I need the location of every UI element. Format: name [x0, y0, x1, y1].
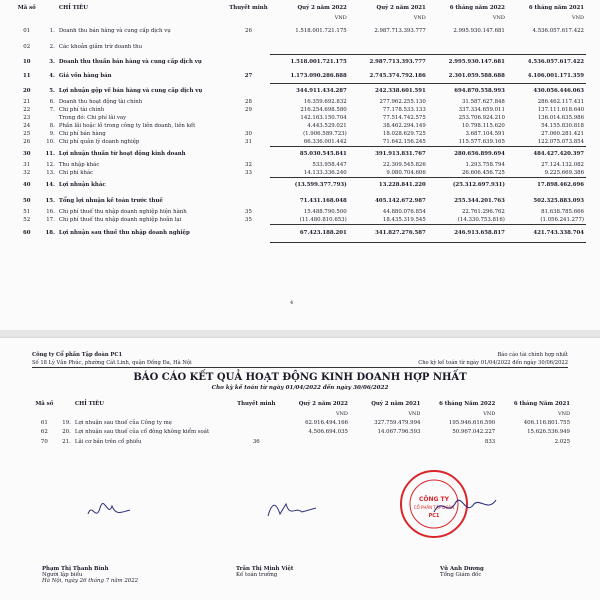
row-label: Giá vốn hàng bán — [58, 73, 112, 79]
row-index: 1. — [49, 28, 55, 34]
row-code: 22 — [23, 107, 31, 113]
row-index: 14. — [45, 182, 55, 188]
row-note — [235, 418, 277, 427]
preparer-signature — [84, 500, 134, 522]
row-label: Chi phí thuế thu nhập doanh nghiệp hiện hành — [58, 209, 187, 215]
value-q2-2022: 16.359.692.832 — [303, 99, 347, 105]
value-h1-2022: 26.606.456.725 — [428, 169, 507, 177]
value-q2-2022: 66.336.001.442 — [270, 138, 349, 146]
value-h1-2021: 4.536.057.617.422 — [527, 58, 584, 65]
row-code: 10 — [22, 58, 31, 65]
row-note — [235, 427, 277, 436]
row-index: 12. — [46, 162, 55, 168]
preparer-block: Phạm Thị Thanh Bình Người lập biểu Hà Nội, ngày 26 tháng 7 năm 2022 — [42, 566, 139, 584]
row-index: 17. — [46, 217, 55, 223]
row-code: 50 — [22, 197, 31, 204]
row-code: 70 — [40, 438, 48, 445]
income-statement-continued — [32, 398, 572, 447]
header-note: Thuyết minh — [229, 5, 268, 11]
value-h1-2022: 2.995.930.147.681 — [453, 28, 505, 34]
row-note: 30 — [245, 131, 252, 137]
header-code: Mã số — [17, 5, 36, 11]
value-q2-2021: 18.028.629.725 — [382, 131, 426, 137]
row-code: 21 — [23, 99, 31, 105]
report-subtitle: Cho kỳ kế toán từ ngày 01/04/2022 đến ngày 30/06/2022 — [211, 385, 389, 391]
value-h1-2021: 137.111.618.640 — [537, 107, 584, 113]
row-note: 27 — [244, 73, 253, 79]
value-h1-2022: 253.706.924.210 — [458, 115, 505, 121]
value-q2-2022: 14.133.336.240 — [270, 169, 349, 177]
value-h1-2021: 17.898.462.696 — [537, 182, 584, 189]
director-signature — [430, 492, 500, 522]
row-note — [227, 54, 269, 69]
row-label: Các khoản giảm trừ doanh thu — [58, 44, 143, 50]
row-code: 25 — [23, 131, 31, 137]
table-row — [32, 436, 572, 447]
value-h1-2021: 4.536.057.617.422 — [532, 28, 584, 34]
company-address: Số 18 Lý Văn Phúc, phường Cát Linh, quận Đống Đa, Hà Nội — [32, 360, 192, 366]
report-title: BÁO CÁO KẾT QUẢ HOẠT ĐỘNG KINH DOANH HỢP NHẤT — [133, 372, 467, 383]
row-label: Lợi nhuận sau thuế của cổ đông không kiểm soát — [74, 428, 210, 435]
value-q2-2022: 4.443.529.021 — [307, 123, 347, 129]
value-q2-2021 — [350, 436, 423, 447]
row-code: 01 — [23, 28, 31, 34]
value-q2-2022: 15.488.790.500 — [303, 209, 347, 215]
row-label: Doanh thu thuần bán hàng và cung cấp dịch vụ — [58, 58, 202, 65]
row-label: Lợi nhuận thuần từ hoạt động kinh doanh — [58, 150, 186, 157]
row-note — [227, 146, 269, 161]
value-h1-2021: 81.638.785.666 — [541, 209, 584, 215]
value-h1-2022: 10.798.115.620 — [462, 123, 505, 129]
table-row — [14, 193, 586, 208]
value-h1-2022: 22.761.296.762 — [462, 209, 505, 215]
row-note — [227, 114, 269, 122]
value-h1-2021: 2.025 — [554, 438, 570, 445]
row-index: 5. — [49, 87, 55, 94]
row-note: 35 — [245, 217, 252, 223]
value-q2-2021: 327.759.479.994 — [374, 419, 421, 426]
value-q2-2022: (11.480.810.653) — [270, 216, 349, 224]
row-code: 30 — [22, 150, 31, 157]
row-index — [39, 114, 56, 122]
row-code: 11 — [22, 73, 31, 79]
page-gap — [0, 330, 600, 338]
value-q2-2022: 4.506.694.035 — [308, 428, 348, 435]
value-q2-2021: 77.514.742.575 — [382, 115, 426, 121]
value-h1-2022 — [428, 40, 507, 54]
row-code: 40 — [22, 182, 31, 188]
row-index: 9. — [49, 131, 55, 137]
header-item: CHỈ TIÊU — [58, 5, 88, 11]
table-row — [14, 208, 586, 216]
table-row — [14, 83, 586, 98]
row-label: Phần lãi hoặc lỗ trong công ty liên doanh, liên kết — [58, 123, 196, 129]
row-code: 32 — [23, 170, 31, 176]
value-h1-2022: 195.946.616.590 — [448, 419, 496, 426]
value-q2-2022: (1.906.589.723) — [303, 131, 347, 137]
row-label: Chi phí thuế thu nhập doanh nghiệp hoãn lại — [58, 217, 182, 223]
table-row — [14, 69, 586, 83]
row-code: 52 — [23, 217, 31, 223]
row-code: 20 — [22, 87, 31, 94]
row-note: 28 — [245, 99, 252, 105]
value-q2-2022: 1.173.090.286.888 — [270, 69, 349, 83]
value-h1-2021: 4.106.001.171.359 — [507, 69, 586, 83]
row-note: 32 — [245, 162, 252, 168]
table-row — [14, 146, 586, 161]
row-label: Lợi nhuận sau thuế của Công ty mẹ — [74, 419, 172, 426]
value-q2-2021: 13.228.841.220 — [378, 182, 426, 189]
row-note: 26 — [245, 28, 252, 34]
svg-text:PC1: PC1 — [428, 513, 440, 519]
value-h1-2021: 502.325.883.093 — [533, 197, 584, 204]
row-label: Thu nhập khác — [58, 162, 100, 168]
row-note — [227, 40, 269, 54]
income-statement-table — [14, 2, 586, 243]
row-note — [227, 193, 269, 208]
value-h1-2021: 54.155.830.818 — [541, 123, 584, 129]
row-index: 8. — [49, 123, 55, 129]
value-h1-2022: 3.687.104.591 — [465, 131, 505, 137]
value-h1-2021: 484.427.420.397 — [533, 150, 584, 157]
table-row — [14, 22, 586, 40]
value-q2-2021: 2.987.713.393.777 — [374, 28, 426, 34]
row-label: Lãi cơ bản trên cổ phiếu — [74, 438, 142, 445]
value-h1-2022: 50.967.042.227 — [452, 428, 496, 435]
value-q2-2022: 62.916.494.166 — [305, 419, 348, 426]
value-h1-2021: 286.462.117.431 — [537, 99, 584, 105]
row-index: 11. — [45, 150, 55, 157]
row-label: Chi phí tài chính — [58, 107, 105, 113]
value-q2-2021: 341.827.276.587 — [349, 224, 428, 242]
value-q2-2021: 242.338.601.591 — [375, 87, 426, 94]
row-index: 21. — [62, 438, 71, 445]
value-h1-2022: 255.344.201.763 — [454, 197, 505, 204]
row-note — [227, 83, 269, 98]
row-note: 36 — [252, 438, 260, 445]
value-q2-2021 — [349, 40, 428, 54]
company-name: Công ty Cổ phần Tập đoàn PC1 — [32, 352, 123, 358]
row-label: Trong đó: Chi phí lãi vay — [58, 115, 127, 121]
row-code: 61 — [40, 419, 48, 426]
value-h1-2022: 2.995.930.147.681 — [448, 58, 505, 65]
value-q2-2021: 405.142.672.987 — [375, 197, 426, 204]
value-q2-2022: 533.958.447 — [312, 162, 347, 168]
row-label: Doanh thu hoạt động tài chính — [58, 99, 143, 105]
value-q2-2022 — [277, 436, 350, 447]
row-index: 10. — [46, 139, 55, 145]
table-row — [14, 130, 586, 138]
table-row — [14, 98, 586, 106]
value-q2-2021: 14.067.796.593 — [377, 428, 421, 435]
unit-row: VND VND VND VND — [335, 411, 570, 417]
value-h1-2022: 833 — [484, 438, 496, 445]
row-note: 35 — [245, 209, 252, 215]
row-index: 6. — [49, 99, 55, 105]
table-row — [14, 106, 586, 114]
row-index: 7. — [49, 107, 55, 113]
value-h1-2021: 136.014.635.986 — [537, 115, 584, 121]
value-q2-2021: 44.880.076.854 — [382, 209, 426, 215]
row-index: 18. — [45, 230, 55, 236]
value-q2-2021: 22.309.545.826 — [382, 162, 426, 168]
svg-text:CÔNG TY: CÔNG TY — [419, 496, 449, 503]
row-code: 02 — [23, 44, 31, 50]
row-label: Chi phí bán hàng — [58, 131, 106, 137]
row-label: Chi phí khác — [58, 170, 94, 176]
row-index: 3. — [49, 58, 55, 65]
table-row — [14, 114, 586, 122]
table-row — [14, 161, 586, 169]
value-q2-2022: 85.030.545.841 — [299, 150, 347, 157]
unit-row: VND VND VND VND — [334, 15, 584, 21]
row-code: 24 — [23, 123, 31, 129]
header-q2-2021: Quý 2 năm 2021 — [376, 5, 426, 11]
value-q2-2022: 344.911.434.287 — [296, 87, 347, 94]
row-label: Lợi nhuận gộp về bán hàng và cung cấp dịch vụ — [58, 87, 203, 94]
value-h1-2022: (25.312.697.931) — [452, 182, 505, 189]
value-h1-2021: 15.626.536.949 — [527, 428, 570, 435]
header-h1-2022: 6 tháng năm 2022 — [449, 5, 505, 11]
value-q2-2021: 391.913.831.767 — [375, 150, 426, 157]
row-note: 29 — [245, 107, 252, 113]
table-header — [14, 2, 586, 14]
row-note — [227, 122, 269, 130]
accountant-signature — [262, 498, 322, 524]
row-code: 26 — [23, 139, 31, 145]
value-q2-2021: 2.987.713.393.777 — [369, 58, 426, 65]
header-rule — [32, 367, 568, 368]
value-h1-2022: 280.656.899.694 — [454, 150, 505, 157]
row-index: 16. — [46, 209, 55, 215]
value-q2-2022: 1.518.001.721.175 — [295, 28, 347, 34]
director-block: Vũ Anh Dương Tổng Giám đốc — [440, 566, 484, 578]
table-header: Mã số CHỈ TIÊU Thuyết minh Quý 2 năm 2022 Quý 2 năm 2021 6 tháng Năm 2022 6 tháng Năm 2021 — [35, 401, 570, 407]
value-h1-2022: 694.870.558.993 — [454, 87, 505, 94]
row-code: 60 — [22, 230, 31, 236]
table-row — [14, 122, 586, 130]
value-h1-2021: 430.056.446.063 — [533, 87, 584, 94]
row-index: 20. — [62, 428, 71, 435]
header-h1-2021: 6 tháng năm 2021 — [528, 5, 584, 11]
value-h1-2021: 27.060.281.421 — [541, 131, 584, 137]
row-note: 31 — [245, 139, 252, 145]
form-title: Báo cáo tài chính hợp nhất — [497, 352, 568, 358]
accountant-block: Trần Thị Minh Việt Kế toán trưởng — [236, 566, 294, 578]
value-h1-2021: 27.124.132.082 — [541, 162, 584, 168]
value-h1-2022: 1.293.758.794 — [465, 162, 505, 168]
value-h1-2022: 115.577.639.165 — [428, 138, 507, 146]
row-index: 15. — [45, 197, 55, 204]
row-label: Chi phí quản lý doanh nghiệp — [58, 139, 140, 145]
table-row — [14, 169, 586, 177]
row-index: 4. — [49, 73, 55, 79]
value-q2-2022: 142.163.150.704 — [300, 115, 347, 121]
value-h1-2021 — [507, 40, 586, 54]
value-q2-2021: 38.462.294.149 — [382, 123, 426, 129]
row-index: 2. — [49, 44, 55, 50]
row-label: Lợi nhuận khác — [58, 182, 106, 188]
value-h1-2022: (14.330.753.816) — [428, 216, 507, 224]
value-q2-2022: 1.518.001.721.175 — [290, 58, 347, 65]
value-h1-2021: 122.075.073.854 — [507, 138, 586, 146]
value-h1-2021: 9.225.669.386 — [507, 169, 586, 177]
row-note — [227, 177, 269, 193]
table-row — [14, 54, 586, 69]
table-row — [14, 216, 586, 224]
value-q2-2022 — [270, 40, 349, 54]
value-h1-2021: (1.056.241.277) — [507, 216, 586, 224]
table-row — [14, 40, 586, 54]
page-number: 4 — [290, 300, 294, 306]
header-q2-2022: Quý 2 năm 2022 — [297, 5, 347, 11]
row-code: 51 — [23, 209, 31, 215]
value-q2-2022: 216.254.698.580 — [300, 107, 347, 113]
row-index: 19. — [62, 419, 71, 426]
period-note: Cho kỳ kế toán từ ngày 01/04/2022 đến ngày 30/06/2022 — [418, 360, 568, 366]
table-row — [32, 427, 572, 436]
place-date: Hà Nội, ngày 26 tháng 7 năm 2022 — [42, 578, 139, 584]
table-row — [32, 418, 572, 427]
table-row — [14, 177, 586, 193]
value-h1-2022: 31.587.627.848 — [462, 99, 505, 105]
value-q2-2021: 71.642.156.245 — [349, 138, 428, 146]
row-index: 13. — [46, 170, 55, 176]
row-code: 62 — [40, 428, 48, 435]
value-q2-2021: 77.178.533.133 — [382, 107, 426, 113]
value-q2-2022: (13.599.377.793) — [294, 182, 347, 189]
value-q2-2022: 71.431.168.048 — [299, 197, 347, 204]
value-q2-2021: 2.745.374.792.186 — [349, 69, 428, 83]
value-h1-2021: 406.116.801.755 — [523, 419, 570, 426]
svg-text:CỔ PHẦN TẬP ĐOÀN: CỔ PHẦN TẬP ĐOÀN — [413, 505, 455, 510]
value-h1-2021: 421.743.338.704 — [507, 224, 586, 242]
row-code: 31 — [23, 162, 31, 168]
row-label: Doanh thu bán hàng và cung cấp dịch vụ — [58, 28, 171, 34]
value-h1-2022: 2.301.059.588.688 — [428, 69, 507, 83]
row-note: 33 — [245, 170, 252, 176]
value-q2-2021: 277.962.255.130 — [379, 99, 426, 105]
value-h1-2022: 337.334.659.011 — [458, 107, 505, 113]
table-row — [14, 224, 586, 242]
value-q2-2022: 67.423.188.201 — [270, 224, 349, 242]
table-row — [14, 138, 586, 146]
row-label: Tổng lợi nhuận kế toán trước thuế — [58, 197, 163, 204]
row-note — [227, 224, 269, 242]
value-q2-2021: 18.435.319.545 — [349, 216, 428, 224]
value-q2-2021: 9.080.704.606 — [349, 169, 428, 177]
row-label: Lợi nhuận sau thuế thu nhập doanh nghiệp — [58, 230, 190, 236]
value-h1-2022: 246.913.658.817 — [428, 224, 507, 242]
row-code: 23 — [23, 115, 31, 121]
